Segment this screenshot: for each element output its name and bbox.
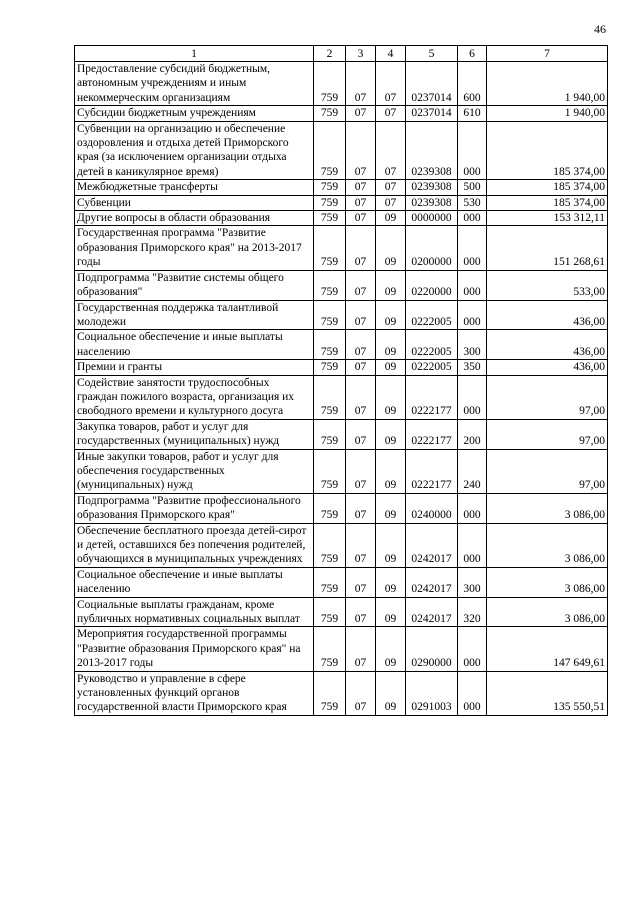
section-code-cell: 07 (346, 419, 376, 449)
item-name-cell: Социальное обеспечение и иные выплаты населению (75, 567, 314, 597)
item-name-cell: Закупка товаров, работ и услуг для государственных (муниципальных) нужд (75, 419, 314, 449)
section-code-cell: 07 (346, 226, 376, 270)
item-name-cell: Межбюджетные трансферты (75, 180, 314, 195)
expense-type-code-cell: 000 (458, 211, 487, 226)
table-row (75, 671, 608, 715)
table-row (75, 300, 608, 330)
expense-type-code-cell: 000 (458, 627, 487, 671)
subsection-code-cell: 09 (376, 419, 406, 449)
target-article-code-cell: 0222177 (406, 375, 458, 419)
ministry-code-cell: 759 (314, 180, 346, 195)
table-row (75, 523, 608, 567)
budget-table (74, 45, 608, 716)
ministry-code-cell: 759 (314, 360, 346, 375)
amount-cell: 436,00 (487, 330, 608, 360)
ministry-code-cell: 759 (314, 597, 346, 627)
target-article-code-cell: 0240000 (406, 493, 458, 523)
table-row (75, 375, 608, 419)
item-name-cell: Премии и гранты (75, 360, 314, 375)
target-article-code-cell: 0239308 (406, 121, 458, 180)
item-name-cell: Государственная программа "Развитие образования Приморского края" на 2013-2017 годы (75, 226, 314, 270)
amount-cell: 3 086,00 (487, 567, 608, 597)
ministry-code-cell: 759 (314, 449, 346, 493)
amount-cell: 153 312,11 (487, 211, 608, 226)
expense-type-code-cell: 500 (458, 180, 487, 195)
expense-type-code-cell: 300 (458, 330, 487, 360)
section-code-cell: 07 (346, 62, 376, 106)
item-name-cell: Другие вопросы в области образования (75, 211, 314, 226)
item-name-cell: Содействие занятости трудоспособных граждан пожилого возраста, организация их свободного времени и культурного досуга (75, 375, 314, 419)
table-row (75, 360, 608, 375)
expense-type-code-cell: 200 (458, 419, 487, 449)
target-article-code-cell: 0000000 (406, 211, 458, 226)
amount-cell: 151 268,61 (487, 226, 608, 270)
section-code-cell: 07 (346, 300, 376, 330)
subsection-code-cell: 09 (376, 523, 406, 567)
ministry-code-cell: 759 (314, 211, 346, 226)
subsection-code-cell: 07 (376, 106, 406, 121)
target-article-code-cell: 0242017 (406, 523, 458, 567)
item-name-cell: Государственная поддержка талантливой молодежи (75, 300, 314, 330)
table-row (75, 121, 608, 180)
ministry-code-cell: 759 (314, 330, 346, 360)
table-row (75, 567, 608, 597)
ministry-code-cell: 759 (314, 226, 346, 270)
amount-cell: 3 086,00 (487, 597, 608, 627)
section-code-cell: 07 (346, 360, 376, 375)
table-row (75, 62, 608, 106)
item-name-cell: Мероприятия государственной программы "Развитие образования Приморского края" на 2013-2017 годы (75, 627, 314, 671)
section-code-cell: 07 (346, 449, 376, 493)
amount-cell: 1 940,00 (487, 106, 608, 121)
amount-cell: 3 086,00 (487, 523, 608, 567)
target-article-code-cell: 0242017 (406, 567, 458, 597)
item-name-cell: Иные закупки товаров, работ и услуг для обеспечения государственных (муниципальных) нужд (75, 449, 314, 493)
ministry-code-cell: 759 (314, 300, 346, 330)
table-row (75, 449, 608, 493)
ministry-code-cell: 759 (314, 375, 346, 419)
expense-type-code-cell: 600 (458, 62, 487, 106)
table-row (75, 180, 608, 195)
subsection-code-cell: 09 (376, 597, 406, 627)
expense-type-code-cell: 000 (458, 226, 487, 270)
section-code-cell: 07 (346, 493, 376, 523)
expense-type-code-cell: 000 (458, 493, 487, 523)
column-header: 5 (406, 46, 458, 62)
target-article-code-cell: 0222177 (406, 419, 458, 449)
amount-cell: 436,00 (487, 300, 608, 330)
table-row (75, 597, 608, 627)
ministry-code-cell: 759 (314, 121, 346, 180)
item-name-cell: Субвенции (75, 195, 314, 210)
section-code-cell: 07 (346, 567, 376, 597)
amount-cell: 3 086,00 (487, 493, 608, 523)
section-code-cell: 07 (346, 375, 376, 419)
subsection-code-cell: 09 (376, 270, 406, 300)
ministry-code-cell: 759 (314, 523, 346, 567)
subsection-code-cell: 09 (376, 300, 406, 330)
column-header: 1 (75, 46, 314, 62)
amount-cell: 185 374,00 (487, 180, 608, 195)
table-row (75, 419, 608, 449)
subsection-code-cell: 09 (376, 211, 406, 226)
column-header: 3 (346, 46, 376, 62)
table-row (75, 270, 608, 300)
section-code-cell: 07 (346, 270, 376, 300)
ministry-code-cell: 759 (314, 62, 346, 106)
subsection-code-cell: 09 (376, 671, 406, 715)
target-article-code-cell: 0200000 (406, 226, 458, 270)
target-article-code-cell: 0222177 (406, 449, 458, 493)
amount-cell: 147 649,61 (487, 627, 608, 671)
expense-type-code-cell: 300 (458, 567, 487, 597)
ministry-code-cell: 759 (314, 195, 346, 210)
subsection-code-cell: 09 (376, 226, 406, 270)
table-row (75, 106, 608, 121)
expense-type-code-cell: 000 (458, 375, 487, 419)
item-name-cell: Субвенции на организацию и обеспечение оздоровления и отдыха детей Приморского края (за исключением организации отдыха детей в каникулярное время) (75, 121, 314, 180)
target-article-code-cell: 0242017 (406, 597, 458, 627)
section-code-cell: 07 (346, 211, 376, 226)
subsection-code-cell: 09 (376, 627, 406, 671)
section-code-cell: 07 (346, 627, 376, 671)
item-name-cell: Социальные выплаты гражданам, кроме публичных нормативных социальных выплат (75, 597, 314, 627)
section-code-cell: 07 (346, 195, 376, 210)
column-header: 2 (314, 46, 346, 62)
expense-type-code-cell: 000 (458, 671, 487, 715)
item-name-cell: Подпрограмма "Развитие профессионального образования Приморского края" (75, 493, 314, 523)
section-code-cell: 07 (346, 671, 376, 715)
section-code-cell: 07 (346, 106, 376, 121)
target-article-code-cell: 0237014 (406, 106, 458, 121)
ministry-code-cell: 759 (314, 419, 346, 449)
target-article-code-cell: 0237014 (406, 62, 458, 106)
item-name-cell: Социальное обеспечение и иные выплаты населению (75, 330, 314, 360)
subsection-code-cell: 09 (376, 360, 406, 375)
amount-cell: 185 374,00 (487, 195, 608, 210)
subsection-code-cell: 09 (376, 330, 406, 360)
column-header: 4 (376, 46, 406, 62)
expense-type-code-cell: 000 (458, 270, 487, 300)
table-row (75, 195, 608, 210)
table-header-row (75, 46, 608, 62)
amount-cell: 185 374,00 (487, 121, 608, 180)
expense-type-code-cell: 610 (458, 106, 487, 121)
amount-cell: 436,00 (487, 360, 608, 375)
expense-type-code-cell: 000 (458, 121, 487, 180)
target-article-code-cell: 0291003 (406, 671, 458, 715)
expense-type-code-cell: 000 (458, 300, 487, 330)
page-number: 46 (594, 22, 606, 36)
subsection-code-cell: 09 (376, 493, 406, 523)
subsection-code-cell: 07 (376, 121, 406, 180)
ministry-code-cell: 759 (314, 671, 346, 715)
table-row (75, 226, 608, 270)
amount-cell: 97,00 (487, 449, 608, 493)
expense-type-code-cell: 350 (458, 360, 487, 375)
target-article-code-cell: 0222005 (406, 300, 458, 330)
section-code-cell: 07 (346, 121, 376, 180)
column-header: 6 (458, 46, 487, 62)
target-article-code-cell: 0239308 (406, 195, 458, 210)
subsection-code-cell: 09 (376, 449, 406, 493)
target-article-code-cell: 0222005 (406, 360, 458, 375)
item-name-cell: Предоставление субсидий бюджетным, автономным учреждениям и иным некоммерческим организациям (75, 62, 314, 106)
amount-cell: 97,00 (487, 419, 608, 449)
subsection-code-cell: 09 (376, 567, 406, 597)
item-name-cell: Руководство и управление в сфере установленных функций органов государственной власти Приморского края (75, 671, 314, 715)
table-row (75, 211, 608, 226)
expense-type-code-cell: 320 (458, 597, 487, 627)
section-code-cell: 07 (346, 180, 376, 195)
table-body (75, 62, 608, 716)
target-article-code-cell: 0290000 (406, 627, 458, 671)
item-name-cell: Субсидии бюджетным учреждениям (75, 106, 314, 121)
expense-type-code-cell: 530 (458, 195, 487, 210)
section-code-cell: 07 (346, 330, 376, 360)
amount-cell: 135 550,51 (487, 671, 608, 715)
table-row (75, 330, 608, 360)
subsection-code-cell: 07 (376, 195, 406, 210)
amount-cell: 533,00 (487, 270, 608, 300)
section-code-cell: 07 (346, 523, 376, 567)
amount-cell: 1 940,00 (487, 62, 608, 106)
subsection-code-cell: 09 (376, 375, 406, 419)
table-row (75, 493, 608, 523)
ministry-code-cell: 759 (314, 627, 346, 671)
target-article-code-cell: 0239308 (406, 180, 458, 195)
item-name-cell: Подпрограмма "Развитие системы общего образования" (75, 270, 314, 300)
amount-cell: 97,00 (487, 375, 608, 419)
item-name-cell: Обеспечение бесплатного проезда детей-сирот и детей, оставшихся без попечения родителей, обучающихся в муниципальных учреждениях (75, 523, 314, 567)
target-article-code-cell: 0220000 (406, 270, 458, 300)
section-code-cell: 07 (346, 597, 376, 627)
ministry-code-cell: 759 (314, 493, 346, 523)
target-article-code-cell: 0222005 (406, 330, 458, 360)
expense-type-code-cell: 240 (458, 449, 487, 493)
expense-type-code-cell: 000 (458, 523, 487, 567)
ministry-code-cell: 759 (314, 270, 346, 300)
subsection-code-cell: 07 (376, 62, 406, 106)
table-row (75, 627, 608, 671)
column-header: 7 (487, 46, 608, 62)
ministry-code-cell: 759 (314, 106, 346, 121)
ministry-code-cell: 759 (314, 567, 346, 597)
subsection-code-cell: 07 (376, 180, 406, 195)
